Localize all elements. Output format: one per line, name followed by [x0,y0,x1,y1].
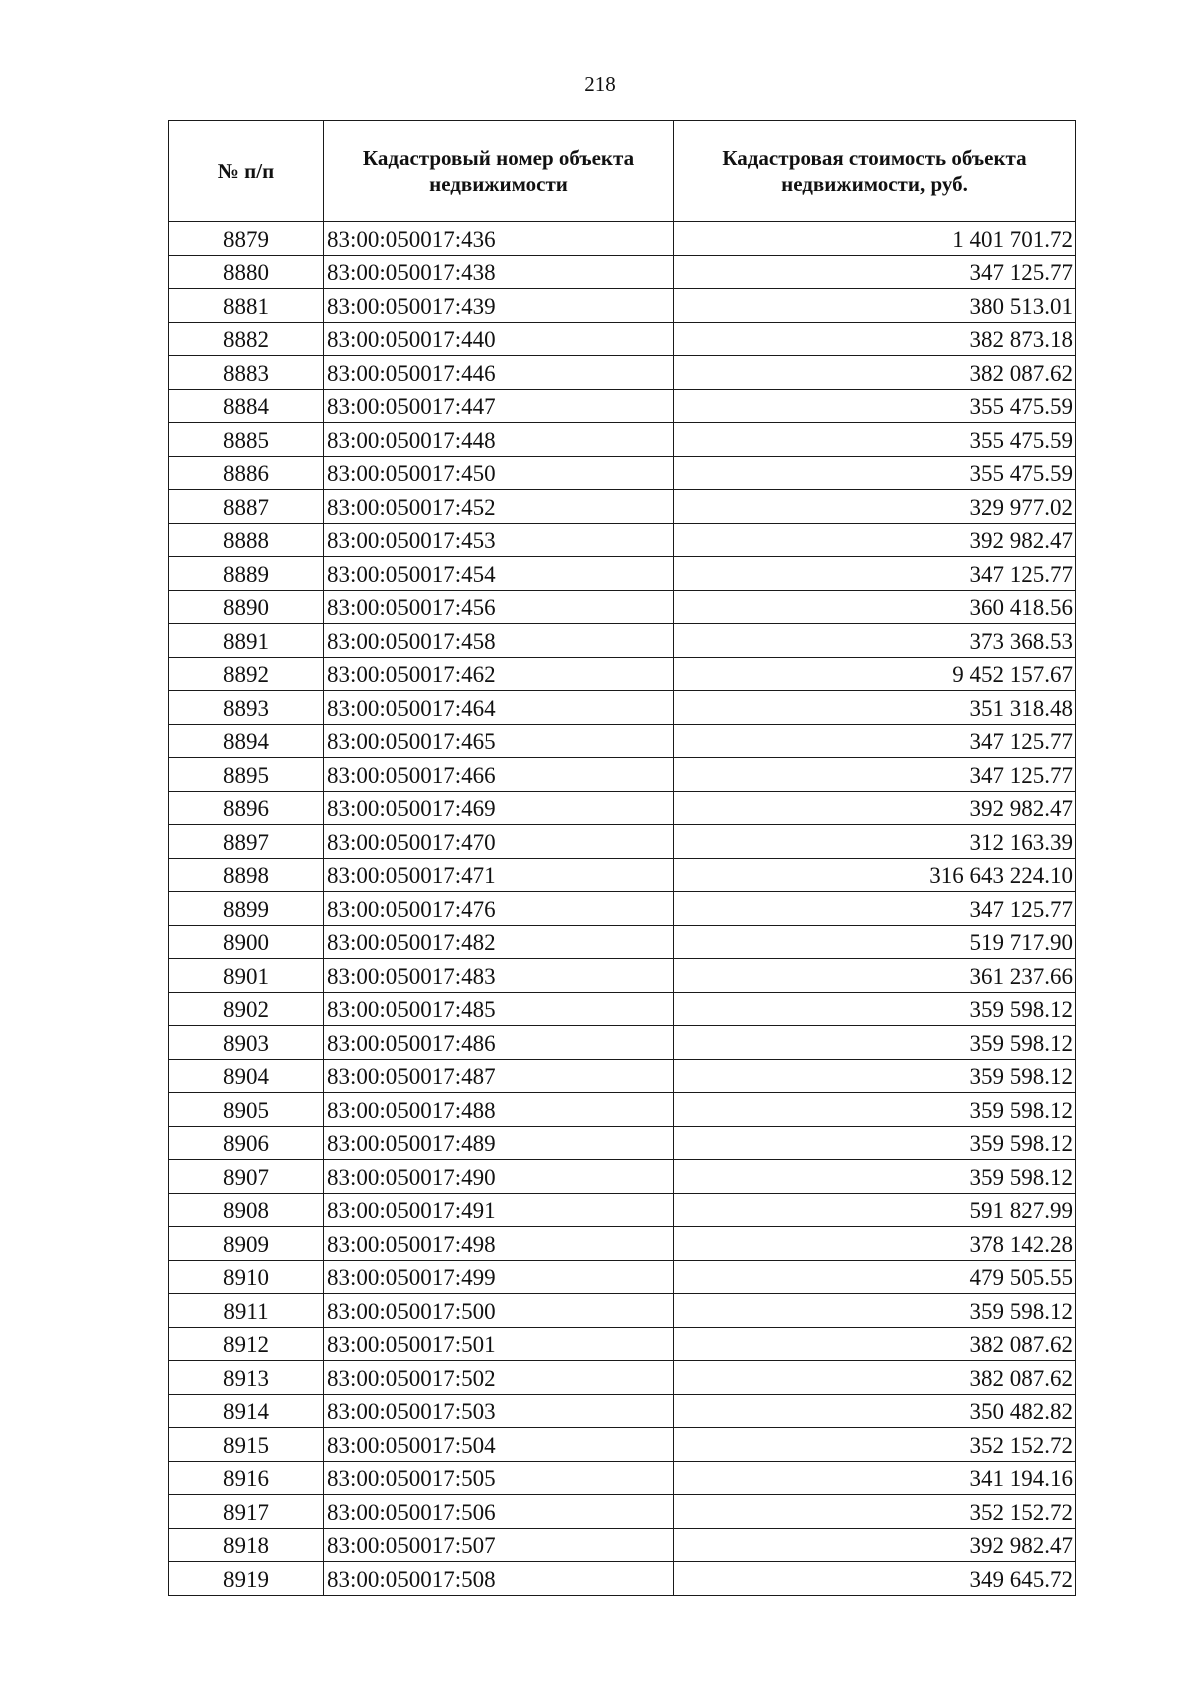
cadastral-number-cell: 83:00:050017:490 [324,1160,674,1194]
row-number: 8889 [169,557,324,591]
table-row [169,1193,1076,1227]
cadastral-number-cell: 83:00:050017:446 [324,356,674,390]
table-row [169,1227,1076,1261]
table-row [169,523,1076,557]
row-number: 8910 [169,1260,324,1294]
cadastral-value-cell: 359 598.12 [674,1026,1076,1060]
row-number: 8919 [169,1562,324,1596]
table-row [169,222,1076,256]
cadastral-value-cell: 355 475.59 [674,456,1076,490]
cadastral-number-cell: 83:00:050017:498 [324,1227,674,1261]
row-number: 8893 [169,691,324,725]
cadastral-value-cell: 355 475.59 [674,389,1076,423]
cadastral-number-cell: 83:00:050017:488 [324,1093,674,1127]
table-row [169,1528,1076,1562]
cadastral-value-cell: 347 125.77 [674,724,1076,758]
row-number: 8909 [169,1227,324,1261]
table-row [169,691,1076,725]
cadastral-value-cell: 359 598.12 [674,1093,1076,1127]
row-number: 8902 [169,992,324,1026]
cadastral-number-cell: 83:00:050017:491 [324,1193,674,1227]
cadastral-number-cell: 83:00:050017:439 [324,289,674,323]
cadastral-number-cell: 83:00:050017:506 [324,1495,674,1529]
row-number: 8897 [169,825,324,859]
row-number: 8884 [169,389,324,423]
cadastral-number-cell: 83:00:050017:436 [324,222,674,256]
table-row [169,925,1076,959]
row-number: 8881 [169,289,324,323]
cadastral-number-cell: 83:00:050017:487 [324,1059,674,1093]
row-number: 8880 [169,255,324,289]
cadastral-value-cell: 359 598.12 [674,1294,1076,1328]
row-number: 8911 [169,1294,324,1328]
table-row [169,1294,1076,1328]
row-number: 8914 [169,1394,324,1428]
row-number: 8886 [169,456,324,490]
cadastral-number-cell: 83:00:050017:462 [324,657,674,691]
cadastral-value-cell: 359 598.12 [674,1160,1076,1194]
cadastral-number-cell: 83:00:050017:501 [324,1327,674,1361]
cadastral-value-cell: 392 982.47 [674,523,1076,557]
table-row [169,1428,1076,1462]
cadastral-value-cell: 591 827.99 [674,1193,1076,1227]
table-row [169,356,1076,390]
table-row [169,959,1076,993]
cadastral-number-cell: 83:00:050017:489 [324,1126,674,1160]
row-number: 8879 [169,222,324,256]
table-row [169,624,1076,658]
table-row [169,456,1076,490]
table-row [169,1361,1076,1395]
row-number: 8901 [169,959,324,993]
row-number: 8887 [169,490,324,524]
cadastral-value-cell: 347 125.77 [674,255,1076,289]
cadastral-number-cell: 83:00:050017:469 [324,791,674,825]
header-cadastral-value: Кадастровая стоимость объекта недвижимости, руб. [674,121,1076,222]
cadastral-value-cell: 359 598.12 [674,992,1076,1026]
cadastral-value-cell: 479 505.55 [674,1260,1076,1294]
row-number: 8905 [169,1093,324,1127]
row-number: 8906 [169,1126,324,1160]
row-number: 8896 [169,791,324,825]
cadastral-number-cell: 83:00:050017:458 [324,624,674,658]
table-row [169,1126,1076,1160]
cadastral-number-cell: 83:00:050017:499 [324,1260,674,1294]
table-row [169,791,1076,825]
cadastral-number-cell: 83:00:050017:486 [324,1026,674,1060]
cadastral-number-cell: 83:00:050017:464 [324,691,674,725]
cadastral-value-cell: 380 513.01 [674,289,1076,323]
row-number: 8916 [169,1461,324,1495]
row-number: 8903 [169,1026,324,1060]
table-row [169,490,1076,524]
cadastral-value-cell: 352 152.72 [674,1495,1076,1529]
table-row [169,1327,1076,1361]
table-row [169,1495,1076,1529]
cadastral-number-cell: 83:00:050017:450 [324,456,674,490]
cadastral-value-cell: 392 982.47 [674,791,1076,825]
cadastral-number-cell: 83:00:050017:452 [324,490,674,524]
cadastral-value-cell: 382 873.18 [674,322,1076,356]
row-number: 8885 [169,423,324,457]
table-row [169,1026,1076,1060]
cadastral-value-cell: 350 482.82 [674,1394,1076,1428]
cadastral-number-cell: 83:00:050017:485 [324,992,674,1026]
cadastral-number-cell: 83:00:050017:507 [324,1528,674,1562]
row-number: 8895 [169,758,324,792]
row-number: 8892 [169,657,324,691]
cadastral-value-cell: 392 982.47 [674,1528,1076,1562]
table-row [169,423,1076,457]
cadastral-number-cell: 83:00:050017:508 [324,1562,674,1596]
cadastral-value-cell: 355 475.59 [674,423,1076,457]
cadastral-value-cell: 351 318.48 [674,691,1076,725]
table-row [169,322,1076,356]
row-number: 8907 [169,1160,324,1194]
header-num: № п/п [169,121,324,222]
cadastral-number-cell: 83:00:050017:476 [324,892,674,926]
row-number: 8915 [169,1428,324,1462]
cadastral-value-cell: 1 401 701.72 [674,222,1076,256]
cadastral-number-cell: 83:00:050017:456 [324,590,674,624]
table-row [169,1260,1076,1294]
table-row [169,1461,1076,1495]
cadastral-number-cell: 83:00:050017:483 [324,959,674,993]
row-number: 8888 [169,523,324,557]
cadastral-value-cell: 519 717.90 [674,925,1076,959]
table-row [169,1059,1076,1093]
cadastral-number-cell: 83:00:050017:503 [324,1394,674,1428]
table-row [169,758,1076,792]
row-number: 8898 [169,858,324,892]
cadastral-value-cell: 316 643 224.10 [674,858,1076,892]
table-row [169,1394,1076,1428]
cadastral-number-cell: 83:00:050017:448 [324,423,674,457]
row-number: 8894 [169,724,324,758]
row-number: 8891 [169,624,324,658]
cadastral-number-cell: 83:00:050017:500 [324,1294,674,1328]
cadastral-value-cell: 382 087.62 [674,1361,1076,1395]
cadastral-number-cell: 83:00:050017:465 [324,724,674,758]
table-row [169,858,1076,892]
cadastral-number-cell: 83:00:050017:505 [324,1461,674,1495]
cadastral-number-cell: 83:00:050017:440 [324,322,674,356]
table-row [169,590,1076,624]
table-row [169,1160,1076,1194]
cadastral-number-cell: 83:00:050017:470 [324,825,674,859]
table-row [169,724,1076,758]
row-number: 8917 [169,1495,324,1529]
header-cadastral-number: Кадастровый номер объекта недвижимости [324,121,674,222]
table-row [169,557,1076,591]
cadastral-value-cell: 382 087.62 [674,1327,1076,1361]
cadastral-value-cell: 359 598.12 [674,1059,1076,1093]
cadastral-table-container [168,120,1075,1596]
cadastral-value-cell: 349 645.72 [674,1562,1076,1596]
table-row [169,892,1076,926]
cadastral-value-cell: 359 598.12 [674,1126,1076,1160]
row-number: 8882 [169,322,324,356]
row-number: 8908 [169,1193,324,1227]
cadastral-number-cell: 83:00:050017:447 [324,389,674,423]
table-row [169,289,1076,323]
header-row [169,121,1076,222]
table-body [169,222,1076,1596]
cadastral-value-cell: 347 125.77 [674,758,1076,792]
cadastral-number-cell: 83:00:050017:438 [324,255,674,289]
cadastral-value-cell: 9 452 157.67 [674,657,1076,691]
row-number: 8899 [169,892,324,926]
table-row [169,1093,1076,1127]
table-row [169,1562,1076,1596]
row-number: 8913 [169,1361,324,1395]
cadastral-value-cell: 341 194.16 [674,1461,1076,1495]
cadastral-value-cell: 347 125.77 [674,557,1076,591]
cadastral-number-cell: 83:00:050017:482 [324,925,674,959]
table-row [169,657,1076,691]
cadastral-value-cell: 347 125.77 [674,892,1076,926]
cadastral-value-cell: 360 418.56 [674,590,1076,624]
row-number: 8890 [169,590,324,624]
cadastral-value-cell: 378 142.28 [674,1227,1076,1261]
row-number: 8883 [169,356,324,390]
row-number: 8904 [169,1059,324,1093]
cadastral-value-cell: 373 368.53 [674,624,1076,658]
cadastral-number-cell: 83:00:050017:502 [324,1361,674,1395]
cadastral-value-cell: 329 977.02 [674,490,1076,524]
cadastral-value-cell: 361 237.66 [674,959,1076,993]
row-number: 8900 [169,925,324,959]
cadastral-value-cell: 352 152.72 [674,1428,1076,1462]
cadastral-value-cell: 312 163.39 [674,825,1076,859]
table-row [169,992,1076,1026]
cadastral-number-cell: 83:00:050017:471 [324,858,674,892]
cadastral-table [168,120,1076,1596]
cadastral-number-cell: 83:00:050017:453 [324,523,674,557]
table-row [169,389,1076,423]
cadastral-number-cell: 83:00:050017:454 [324,557,674,591]
row-number: 8918 [169,1528,324,1562]
table-row [169,255,1076,289]
table-row [169,825,1076,859]
table-header [169,121,1076,222]
cadastral-number-cell: 83:00:050017:466 [324,758,674,792]
page-number: 218 [584,72,616,96]
row-number: 8912 [169,1327,324,1361]
cadastral-number-cell: 83:00:050017:504 [324,1428,674,1462]
cadastral-value-cell: 382 087.62 [674,356,1076,390]
